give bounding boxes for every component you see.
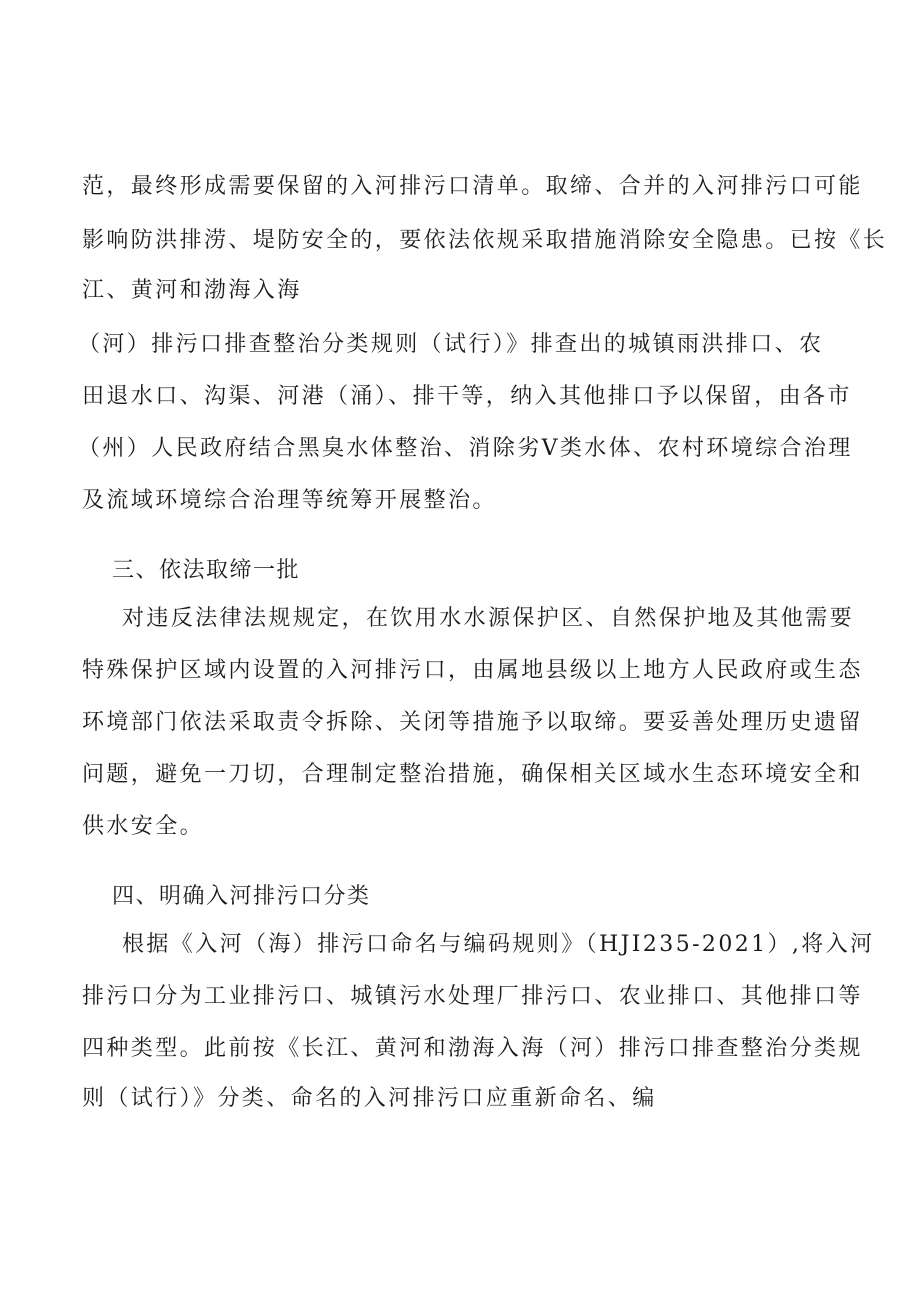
paragraph-2-line-4: 及流域环境综合治理等统筹开展整治。	[82, 488, 497, 513]
paragraph-2-line-1: （河）排污口排查整治分类规则（试行）》排查出的城镇雨洪排口、农	[78, 332, 824, 357]
paragraph-2-line-3: （州）人民政府结合黑臭水体整治、消除劣V类水体、农村环境综合治理	[78, 436, 853, 461]
section-3-line-2: 特殊保护区域内设置的入河排污口，由属地县级以上地方人民政府或生态	[82, 658, 863, 683]
section-3-heading: 三、依法取缔一批	[112, 558, 301, 583]
paragraph-1-line-2: 影响防洪排涝、堤防安全的，要依法依规采取措施消除安全隐患。已按《长	[82, 228, 888, 253]
section-3-line-5: 供水安全。	[82, 814, 205, 839]
paragraph-2-line-2: 田退水口、沟渠、河港（涌）、排干等，纳入其他排口予以保留，由各市	[82, 384, 852, 409]
section-4-line-2: 排污口分为工业排污口、城镇污水处理厂排污口、农业排口、其他排口等	[82, 984, 863, 1009]
paragraph-1-line-3: 江、黄河和渤海入海	[82, 278, 302, 303]
section-3-line-4: 问题，避免一刀切，合理制定整治措施，确保相关区域水生态环境安全和	[82, 762, 863, 787]
section-4-line-1: 根据《入河（海）排污口命名与编码规则》（HJI235-2021）,将入河	[122, 932, 875, 957]
section-4-heading: 四、明确入河排污口分类	[112, 884, 371, 909]
section-3-line-1: 对违反法律法规规定，在饮用水水源保护区、自然保护地及其他需要	[122, 606, 855, 631]
section-3-line-3: 环境部门依法采取责令拆除、关闭等措施予以取缔。要妥善处理历史遗留	[82, 710, 863, 735]
section-4-line-3: 四种类型。此前按《长江、黄河和渤海入海（河）排污口排查整治分类规	[82, 1036, 863, 1061]
section-4-line-4: 则（试行）》分类、命名的入河排污口应重新命名、编	[82, 1086, 657, 1111]
paragraph-1-line-1: 范，最终形成需要保留的入河排污口清单。取缔、合并的入河排污口可能	[82, 174, 863, 199]
